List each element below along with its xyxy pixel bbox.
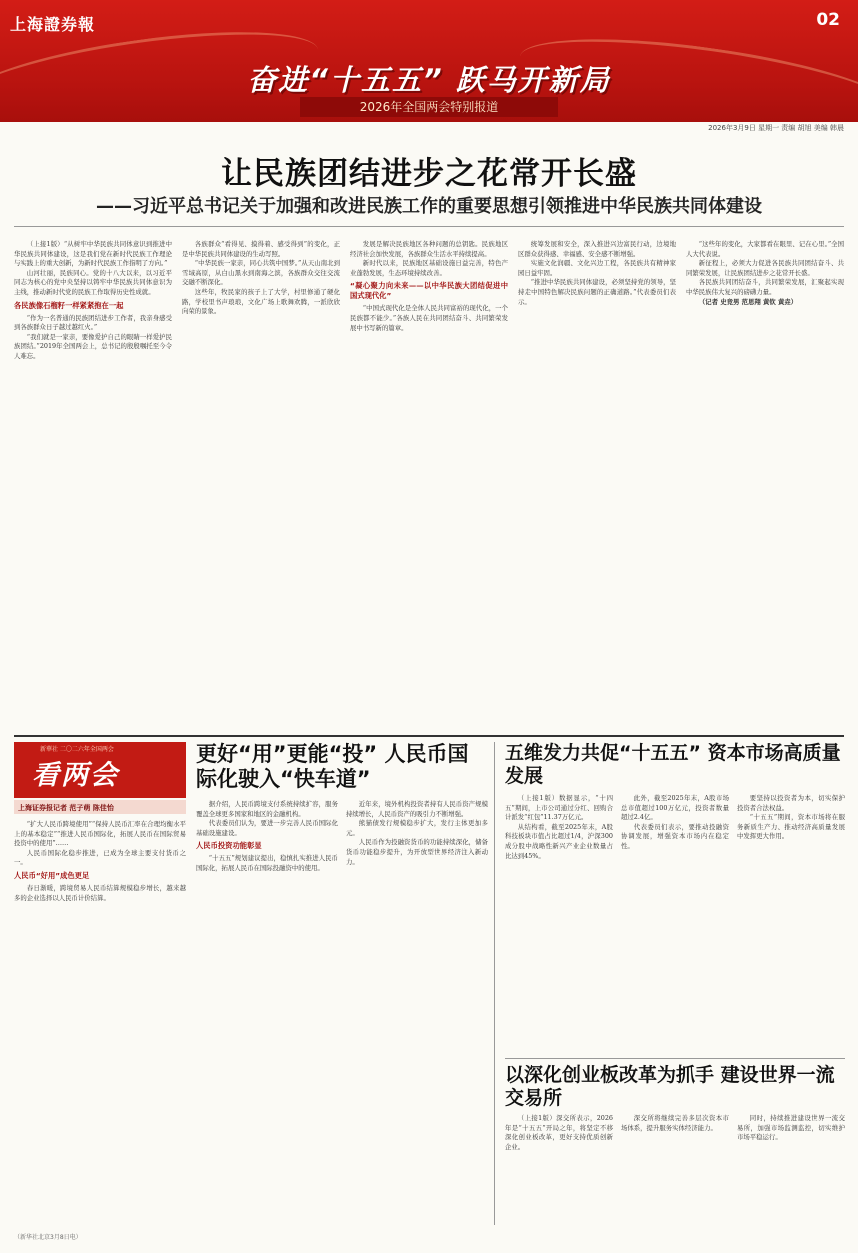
paragraph: “十五五”期间，资本市场将在服务新质生产力、推动经济高质量发展中发挥更大作用。 xyxy=(737,813,845,841)
section-subhead: 人民币投资功能彰显 xyxy=(196,841,262,851)
paragraph: “这些年的变化，大家都看在眼里、记在心里。”全国人大代表说。 xyxy=(686,240,844,258)
banner-tag: 新華社 二〇二六年全国两会 xyxy=(40,746,114,753)
text-column xyxy=(621,794,729,1054)
footer-note: （新华社北京3月8日电） xyxy=(14,1234,82,1241)
paragraph: 这些年，牧民家的孩子上了大学，村里修通了硬化路，学校里书声琅琅，文化广场上歌舞欢腾，一派欣欣向荣的景象。 xyxy=(182,287,340,316)
banner-label: 看两会 xyxy=(32,760,119,791)
text-column xyxy=(737,794,845,1054)
top-story-subtitle: ——习近平总书记关于加强和改进民族工作的重要思想引领推进中华民族共同体建设 xyxy=(96,196,762,217)
paragraph: （上接1版）数据显示，“十四五”期间，上市公司通过分红、回购合计派发“红包”11.37万亿元。 xyxy=(505,794,613,822)
paragraph: “我们就是一家亲，要像爱护自己的眼睛一样爱护民族团结。”2019年全国两会上，总书记的殷殷嘱托至今令人难忘。 xyxy=(14,332,172,360)
paragraph: “推进中华民族共同体建设，必须坚持党的领导，坚持走中国特色解决民族问题的正确道路。”代表委员们表示。 xyxy=(518,278,676,306)
masthead: 上海證券報 xyxy=(10,15,96,34)
text-column xyxy=(621,1114,729,1224)
divider xyxy=(14,226,844,227)
header-slogan: 奋进“十五五” 跃马开新局 xyxy=(247,63,611,97)
paragraph: 发展是解决民族地区各种问题的总钥匙。民族地区经济社会加快发展，各族群众生活水平持续提高。 xyxy=(350,240,508,258)
paragraph: 各族群众“看得见、摸得着、感受得到”的变化，正是中华民族共同体建设的生动写照。 xyxy=(182,240,340,258)
paragraph: （上接1版）深交所表示，2026年是“十五五”开局之年，将坚定不移深化创业板改革，更好支持优质创新企业。 xyxy=(505,1114,613,1151)
text-column xyxy=(505,794,613,1054)
paragraph: 春日渐暖，跨境贸易人民币结算规模稳步增长，越来越多的企业选择以人民币计价结算。 xyxy=(14,883,186,902)
reform-story-body xyxy=(505,1114,845,1224)
paragraph: 深交所将继续完善多层次资本市场体系，提升服务实体经济能力。 xyxy=(621,1114,729,1132)
paragraph: 近年来，境外机构投资者持有人民币资产规模持续增长，人民币资产的吸引力不断增强。 xyxy=(346,800,488,818)
paragraph: 人民币国际化稳步推进，已成为全球主要支付货币之一。 xyxy=(14,848,186,867)
paragraph: “中华民族一家亲，同心共筑中国梦。”从天山南北到雪域高原，从白山黑水到南海之滨，各族群众交往交流交融不断深化。 xyxy=(182,259,340,287)
paragraph: “中国式现代化是全体人民共同富裕的现代化，一个民族都不能少。”各族人民在共同团结奋斗、共同繁荣发展中书写新的篇章。 xyxy=(350,304,508,332)
header-banner xyxy=(0,0,858,122)
paragraph: 统筹发展和安全，深入推进兴边富民行动，边境地区群众获得感、幸福感、安全感不断增强。 xyxy=(518,240,676,258)
capital-story-body xyxy=(505,794,845,1054)
rmb-story-title: 更好“用”更能“投” 人民币国际化驶入“快车道” xyxy=(196,742,469,791)
paragraph: 此外，截至2025年末，A股市场总市值超过100万亿元，投资者数量超过2.4亿。 xyxy=(621,794,729,822)
reporter-byline: 上海证券报记者 范子萌 陈佳怡 xyxy=(14,800,186,814)
text-column xyxy=(686,240,844,730)
text-column xyxy=(196,800,338,1225)
paragraph: 同时，持续推进建设世界一流交易所，加强市场监测监控，切实维护市场平稳运行。 xyxy=(737,1114,845,1142)
paragraph: 实施文化润疆、文化兴边工程，各民族共有精神家园日益牢固。 xyxy=(518,259,676,277)
paragraph: 山河壮丽，民族同心。党的十八大以来，以习近平同志为核心的党中央坚持以铸牢中华民族共同体意识为主线，推动新时代党的民族工作取得历史性成就。 xyxy=(14,268,172,296)
paragraph: 各民族共同团结奋斗，共同繁荣发展，汇聚起实现中华民族伟大复兴的磅礴力量。 xyxy=(686,278,844,296)
byline: （记者 史竞男 范思翔 黄钦 黄垚） xyxy=(698,297,798,306)
paragraph: 代表委员们表示，要推动投融资协调发展，增强资本市场内在稳定性。 xyxy=(621,822,729,850)
rmb-story-body xyxy=(196,800,488,1225)
text-column xyxy=(737,1114,845,1224)
text-column xyxy=(182,240,340,730)
section-subhead: “凝心聚力向未来——以中华民族大团结促进中国式现代化” xyxy=(350,281,508,301)
paragraph: 据介绍，人民币跨境支付系统持续扩容，服务覆盖全球更多国家和地区的金融机构。 xyxy=(196,800,338,818)
top-story-body xyxy=(14,240,844,730)
section-divider xyxy=(505,1058,845,1059)
paragraph: 新征程上，必须大力促进各民族共同团结奋斗、共同繁荣发展，让民族团结进步之花常开长盛。 xyxy=(686,259,844,277)
column-divider xyxy=(494,742,495,1225)
kan-liang-hui-banner xyxy=(14,742,186,798)
header-ribbon: 2026年全国两会特别报道 xyxy=(300,97,558,117)
paragraph: 从结构看，截至2025年末，A股科技板块市值占比超过1/4，沪深300成分股中战略性新兴产业企业数量占比达到45%。 xyxy=(505,822,613,860)
capital-story-title: 五维发力共促“十五五” 资本市场高质量发展 xyxy=(505,742,841,787)
text-column xyxy=(505,1114,613,1224)
paragraph: （上接1版）“从树牢中华民族共同体意识到推进中华民族共同体建设，这是我们党在新时代民族工作理论与实践上的重大创新，为新时代民族工作指明了方向。” xyxy=(14,240,172,268)
text-column xyxy=(14,820,186,1225)
text-column xyxy=(350,240,508,730)
text-column xyxy=(14,240,172,730)
paragraph: 熊猫债发行规模稳步扩大，发行主体更加多元。 xyxy=(346,819,488,837)
section-divider xyxy=(14,735,844,737)
section-subhead: 人民币“好用”成色更足 xyxy=(14,870,90,880)
paragraph: “作为一名普通的民族团结进步工作者，我亲身感受到各族群众日子越过越红火。” xyxy=(14,313,172,332)
text-column xyxy=(518,240,676,730)
dateline: 2026年3月9日 星期一 责编 胡旭 美编 韩晨 xyxy=(708,124,844,132)
top-story-title: 让民族团结进步之花常开长盛 xyxy=(221,156,637,192)
paragraph: 要坚持以投资者为本，切实保护投资者合法权益。 xyxy=(737,794,845,812)
section-subhead: 各民族像石榴籽一样紧紧抱在一起 xyxy=(14,300,124,310)
paragraph: 代表委员们认为，要进一步完善人民币国际化基础设施建设。 xyxy=(196,819,338,837)
paragraph: 新时代以来，民族地区基础设施日益完善，特色产业蓬勃发展，生态环境持续改善。 xyxy=(350,259,508,277)
paragraph: 人民币作为投融资货币的功能持续深化，储备货币功能稳步提升，为开放型世界经济注入新动力。 xyxy=(346,838,488,866)
text-column xyxy=(346,800,488,1225)
paragraph: “扩大人民币跨境使用”“保持人民币汇率在合理均衡水平上的基本稳定”“推进人民币国际化，拓展人民币在国际贸易投资中的使用”…… xyxy=(14,820,186,848)
paragraph: “十五五”规划建议提出，稳慎扎实推进人民币国际化，拓展人民币在国际投融资中的使用。 xyxy=(196,854,338,872)
rmb-story-lead-column xyxy=(14,820,186,1225)
reform-story-title: 以深化创业板改革为抓手 建设世界一流交易所 xyxy=(505,1064,835,1109)
page-number: 02 xyxy=(816,10,840,30)
